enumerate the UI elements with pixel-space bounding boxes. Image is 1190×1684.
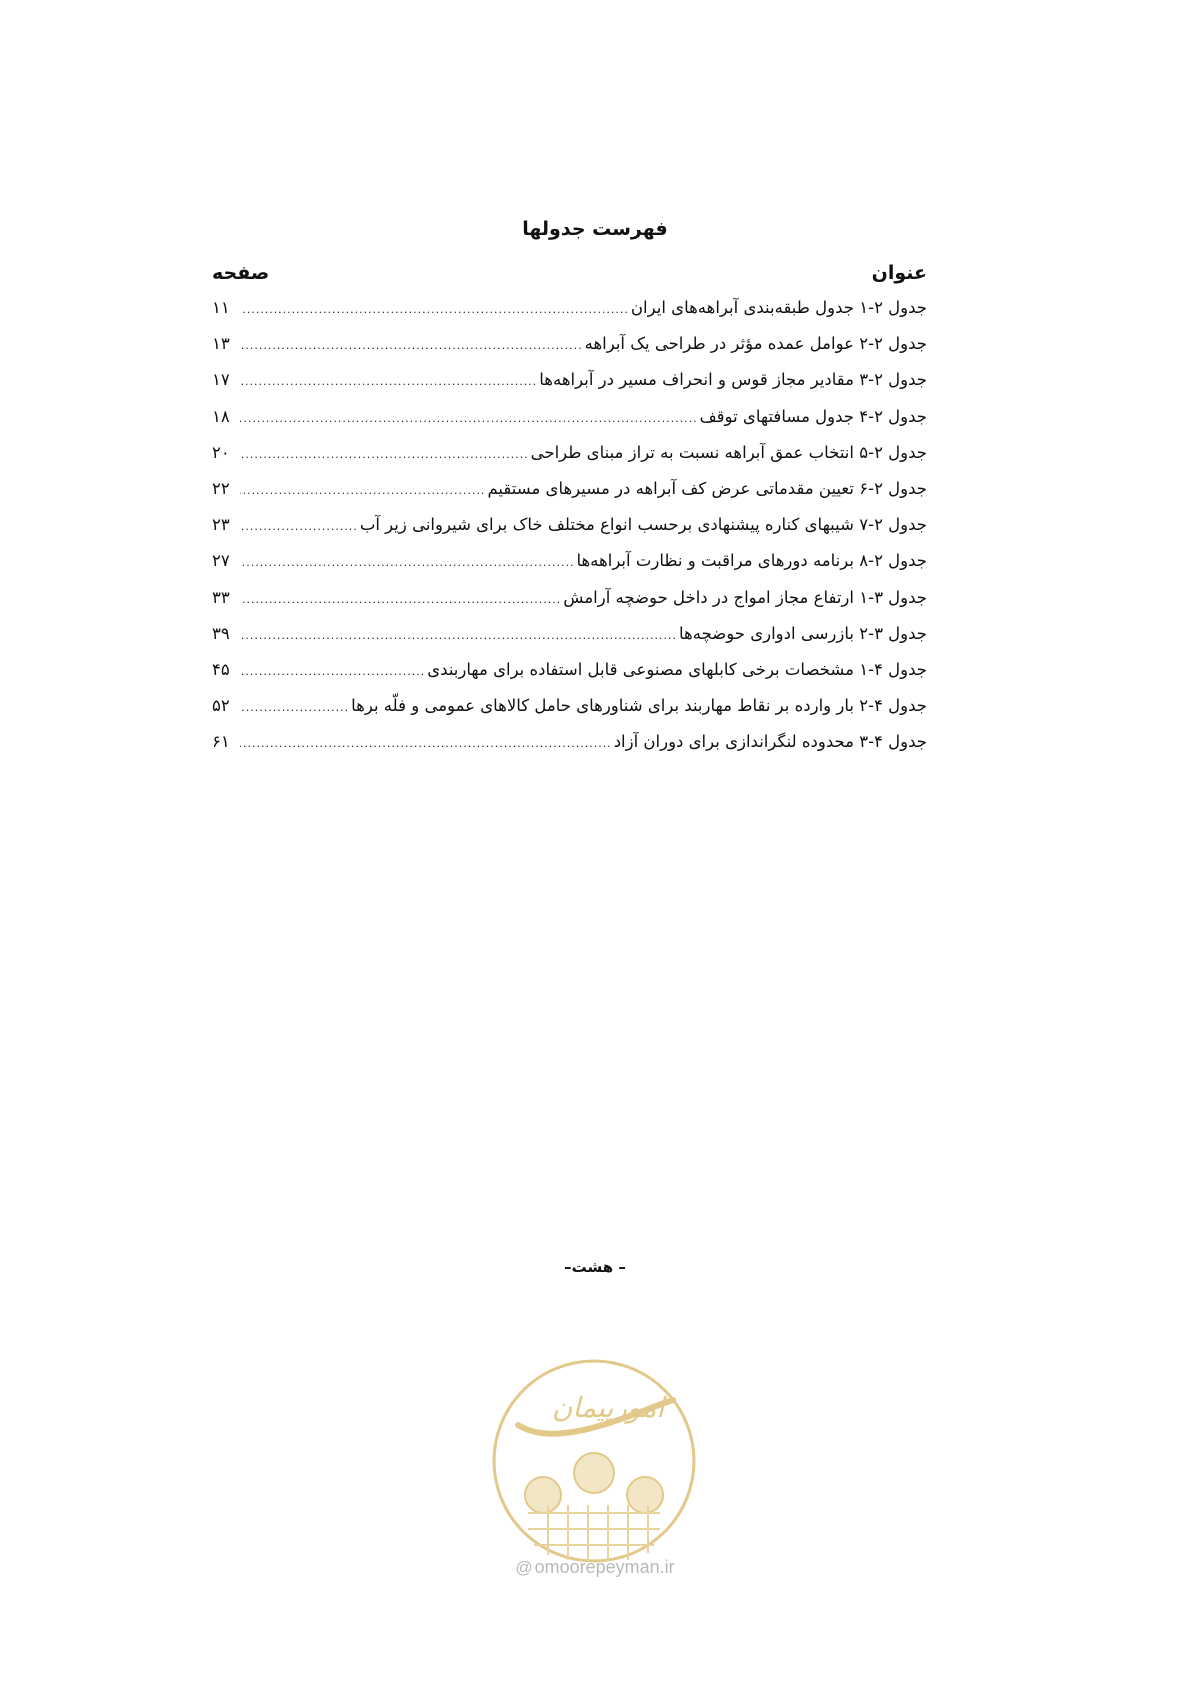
toc-entry-title: جدول ۲-۴ جدول مسافتهای توقف bbox=[699, 406, 927, 426]
toc-entry-title: جدول ۴-۲ بار وارده بر نقاط مهاربند برای شناورهای حامل کالاهای عمومی و فلّه برها bbox=[351, 696, 927, 716]
toc-entry[interactable] bbox=[212, 298, 927, 334]
leader-dots bbox=[240, 665, 425, 678]
toc-entry-page: ۱۸ bbox=[212, 406, 230, 426]
leader-dots bbox=[240, 303, 629, 316]
leader-dots bbox=[240, 484, 485, 497]
leader-dots bbox=[240, 593, 561, 606]
toc-entry-page: ۲۲ bbox=[212, 478, 230, 498]
toc-entry-page: ۲۳ bbox=[212, 515, 230, 535]
toc-entry[interactable] bbox=[212, 588, 927, 624]
toc-entry-title: جدول ۴-۱ مشخصات برخی کابلهای مصنوعی قابل استفاده برای مهاربندی bbox=[427, 659, 927, 679]
watermark-seal-icon bbox=[488, 1355, 700, 1567]
toc-entry[interactable] bbox=[212, 334, 927, 370]
watermark-site bbox=[0, 1557, 1190, 1578]
toc-entry-title: جدول ۲-۳ مقادیر مجاز قوس و انحراف مسیر در آبراهه‌ها bbox=[539, 370, 927, 390]
toc-entry-page: ۳۹ bbox=[212, 623, 230, 643]
toc-entry-page: ۲۷ bbox=[212, 551, 230, 571]
toc-entry-title: جدول ۲-۵ انتخاب عمق آبراهه نسبت به تراز مبنای طراحی bbox=[530, 442, 927, 462]
table-of-tables bbox=[212, 298, 927, 768]
page-title: فهرست جدولها bbox=[522, 218, 668, 240]
toc-entry[interactable] bbox=[212, 407, 927, 443]
leader-dots bbox=[240, 701, 349, 714]
toc-entry-page: ۶۱ bbox=[212, 732, 230, 752]
toc-entry-page: ۲۰ bbox=[212, 442, 230, 462]
toc-entry-page: ۱۳ bbox=[212, 334, 230, 354]
toc-entry-page: ۱۱ bbox=[212, 298, 230, 317]
toc-entry[interactable] bbox=[212, 624, 927, 660]
leader-dots bbox=[240, 375, 537, 388]
watermark-logo-text: امورپیمان bbox=[551, 1391, 665, 1424]
toc-entry-title: جدول ۲-۶ تعیین مقدماتی عرض کف آبراهه در مسیرهای مستقیم bbox=[487, 478, 927, 498]
toc-entry[interactable] bbox=[212, 515, 927, 551]
toc-entry-page: ۳۳ bbox=[212, 587, 230, 607]
toc-entry-title: جدول ۲-۱ جدول طبقه‌بندی آبراهه‌های ایران bbox=[630, 298, 927, 317]
watermark-site-text: omoorepeyman.ir bbox=[534, 1557, 675, 1577]
toc-entry[interactable] bbox=[212, 479, 927, 515]
toc-entry[interactable] bbox=[212, 660, 927, 696]
toc-entry-title: جدول ۲-۸ برنامه دورهای مراقبت و نظارت آبراهه‌ها bbox=[576, 551, 927, 571]
toc-entry-title: جدول ۲-۷ شیبهای کناره پیشنهادی برحسب انواع مختلف خاک برای شیروانی زیر آب bbox=[359, 515, 927, 535]
toc-entry[interactable] bbox=[212, 696, 927, 732]
leader-dots bbox=[240, 520, 358, 533]
leader-dots bbox=[240, 556, 574, 569]
toc-entry-title: جدول ۲-۲ عوامل عمده مؤثر در طراحی یک آبراهه bbox=[584, 334, 927, 354]
toc-entry[interactable] bbox=[212, 732, 927, 768]
toc-entry-page: ۱۷ bbox=[212, 370, 230, 390]
toc-entry-title: جدول ۳-۱ ارتفاع مجاز امواج در داخل حوضچه آرامش bbox=[563, 587, 927, 607]
toc-entry[interactable] bbox=[212, 370, 927, 406]
page-number-footer: – هشت– bbox=[564, 1258, 626, 1276]
toc-entry-title: جدول ۴-۳ محدوده لنگراندازی برای دوران آزاد bbox=[613, 732, 927, 752]
toc-entry[interactable] bbox=[212, 551, 927, 587]
toc-entry-title: جدول ۳-۲ بازرسی ادواری حوضچه‌ها bbox=[679, 623, 927, 643]
leader-dots bbox=[240, 737, 612, 750]
leader-dots bbox=[240, 412, 698, 425]
column-header-title: عنوان bbox=[871, 262, 927, 284]
toc-entry[interactable] bbox=[212, 443, 927, 479]
leader-dots bbox=[240, 339, 583, 352]
leader-dots bbox=[240, 448, 529, 461]
at-icon: @ bbox=[515, 1558, 533, 1577]
leader-dots bbox=[240, 629, 677, 642]
column-header-page: صفحه bbox=[212, 262, 270, 284]
toc-entry-page: ۴۵ bbox=[212, 659, 230, 679]
toc-entry-page: ۵۲ bbox=[212, 696, 230, 716]
